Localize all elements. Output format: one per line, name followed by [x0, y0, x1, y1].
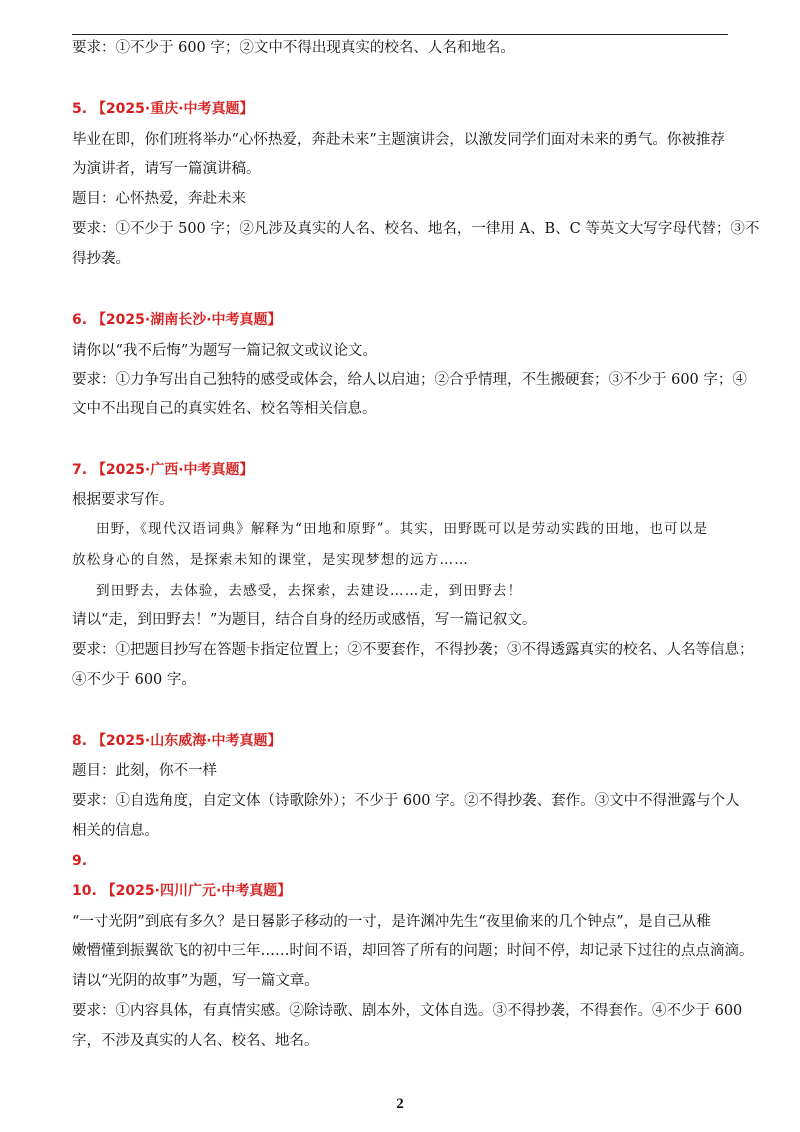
q8-req2: 相关的信息。: [72, 823, 159, 839]
q7-quote1: 田野，《现代汉语词典》解释为“田地和原野”。其实，田野既可以是劳动实践的田地，也可以是: [96, 521, 709, 537]
header-rule: [72, 34, 728, 35]
q8-heading: 8. 【2025·山东威海·中考真题】: [72, 733, 282, 749]
top-requirement: 要求：①不少于 600 字；②文中不得出现真实的校名、人名和地名。: [72, 40, 515, 56]
q6-req1: 要求：①力争写出自己独特的感受或体会，给人以启迪；②合乎情理，不生搬硬套；③不少于 600 字；④: [72, 372, 747, 388]
q7-quote3: 到田野去，去体验，去感受，去探索，去建设……走，到田野去！: [96, 583, 523, 599]
q9-heading: 9.: [72, 853, 88, 869]
q7-req2: ④不少于 600 字。: [72, 672, 196, 688]
q10-line1: “一寸光阴”到底有多久？是日晷影子移动的一寸，是许渊冲先生“夜里偷来的几个钟点”，是自己从稚: [72, 914, 711, 930]
q6-line1: 请你以“我不后悔”为题写一篇记叙文或议论文。: [72, 343, 377, 359]
q10-heading: 10. 【2025·四川广元·中考真题】: [72, 883, 292, 899]
q10-req1: 要求：①内容具体，有真情实感。②除诗歌、剧本外，文体自选。③不得抄袭，不得套作。④不少于 600: [72, 1003, 743, 1019]
q10-line3: 请以“光阴的故事”为题，写一篇文章。: [72, 973, 319, 989]
q7-heading: 7. 【2025·广西·中考真题】: [72, 462, 254, 478]
q8-req1: 要求：①自选角度，自定文体（诗歌除外）；不少于 600 字。②不得抄袭、套作。③文中不得泄露与个人: [72, 793, 740, 809]
q5-line1: 毕业在即，你们班将举办“心怀热爱，奔赴未来”主题演讲会，以激发同学们面对未来的勇气。你被推荐: [72, 132, 725, 148]
q7-quote2: 放松身心的自然，是探索未知的课堂，是实现梦想的远方……: [72, 552, 469, 568]
page-number: 2: [396, 1096, 404, 1112]
q7-req1: 要求：①把题目抄写在答题卡指定位置上；②不要套作，不得抄袭；③不得透露真实的校名、人名等信息；: [72, 642, 754, 658]
q6-req2: 文中不出现自己的真实姓名、校名等相关信息。: [72, 401, 377, 417]
q10-req2: 字，不涉及真实的人名、校名、地名。: [72, 1033, 319, 1049]
q5-heading: 5. 【2025·重庆·中考真题】: [72, 101, 254, 117]
q6-heading: 6. 【2025·湖南长沙·中考真题】: [72, 312, 282, 328]
q5-topic: 题目：心怀热爱，奔赴未来: [72, 191, 246, 207]
q5-req2: 得抄袭。: [72, 251, 130, 267]
q7-line1: 根据要求写作。: [72, 492, 174, 508]
q10-line2: 嫩懵懂到振翼欲飞的初中三年……时间不语，却回答了所有的问题；时间不停，却记录下过往的点点滴滴。: [72, 943, 754, 959]
q8-topic: 题目：此刻，你不一样: [72, 763, 217, 779]
q7-line2: 请以“走，到田野去！”为题目，结合自身的经历或感悟，写一篇记叙文。: [72, 612, 537, 628]
q5-req1: 要求：①不少于 500 字；②凡涉及真实的人名、校名、地名，一律用 A、B、C 等英文大写字母代替；③不: [72, 221, 760, 237]
q5-line2: 为演讲者，请写一篇演讲稿。: [72, 161, 261, 177]
